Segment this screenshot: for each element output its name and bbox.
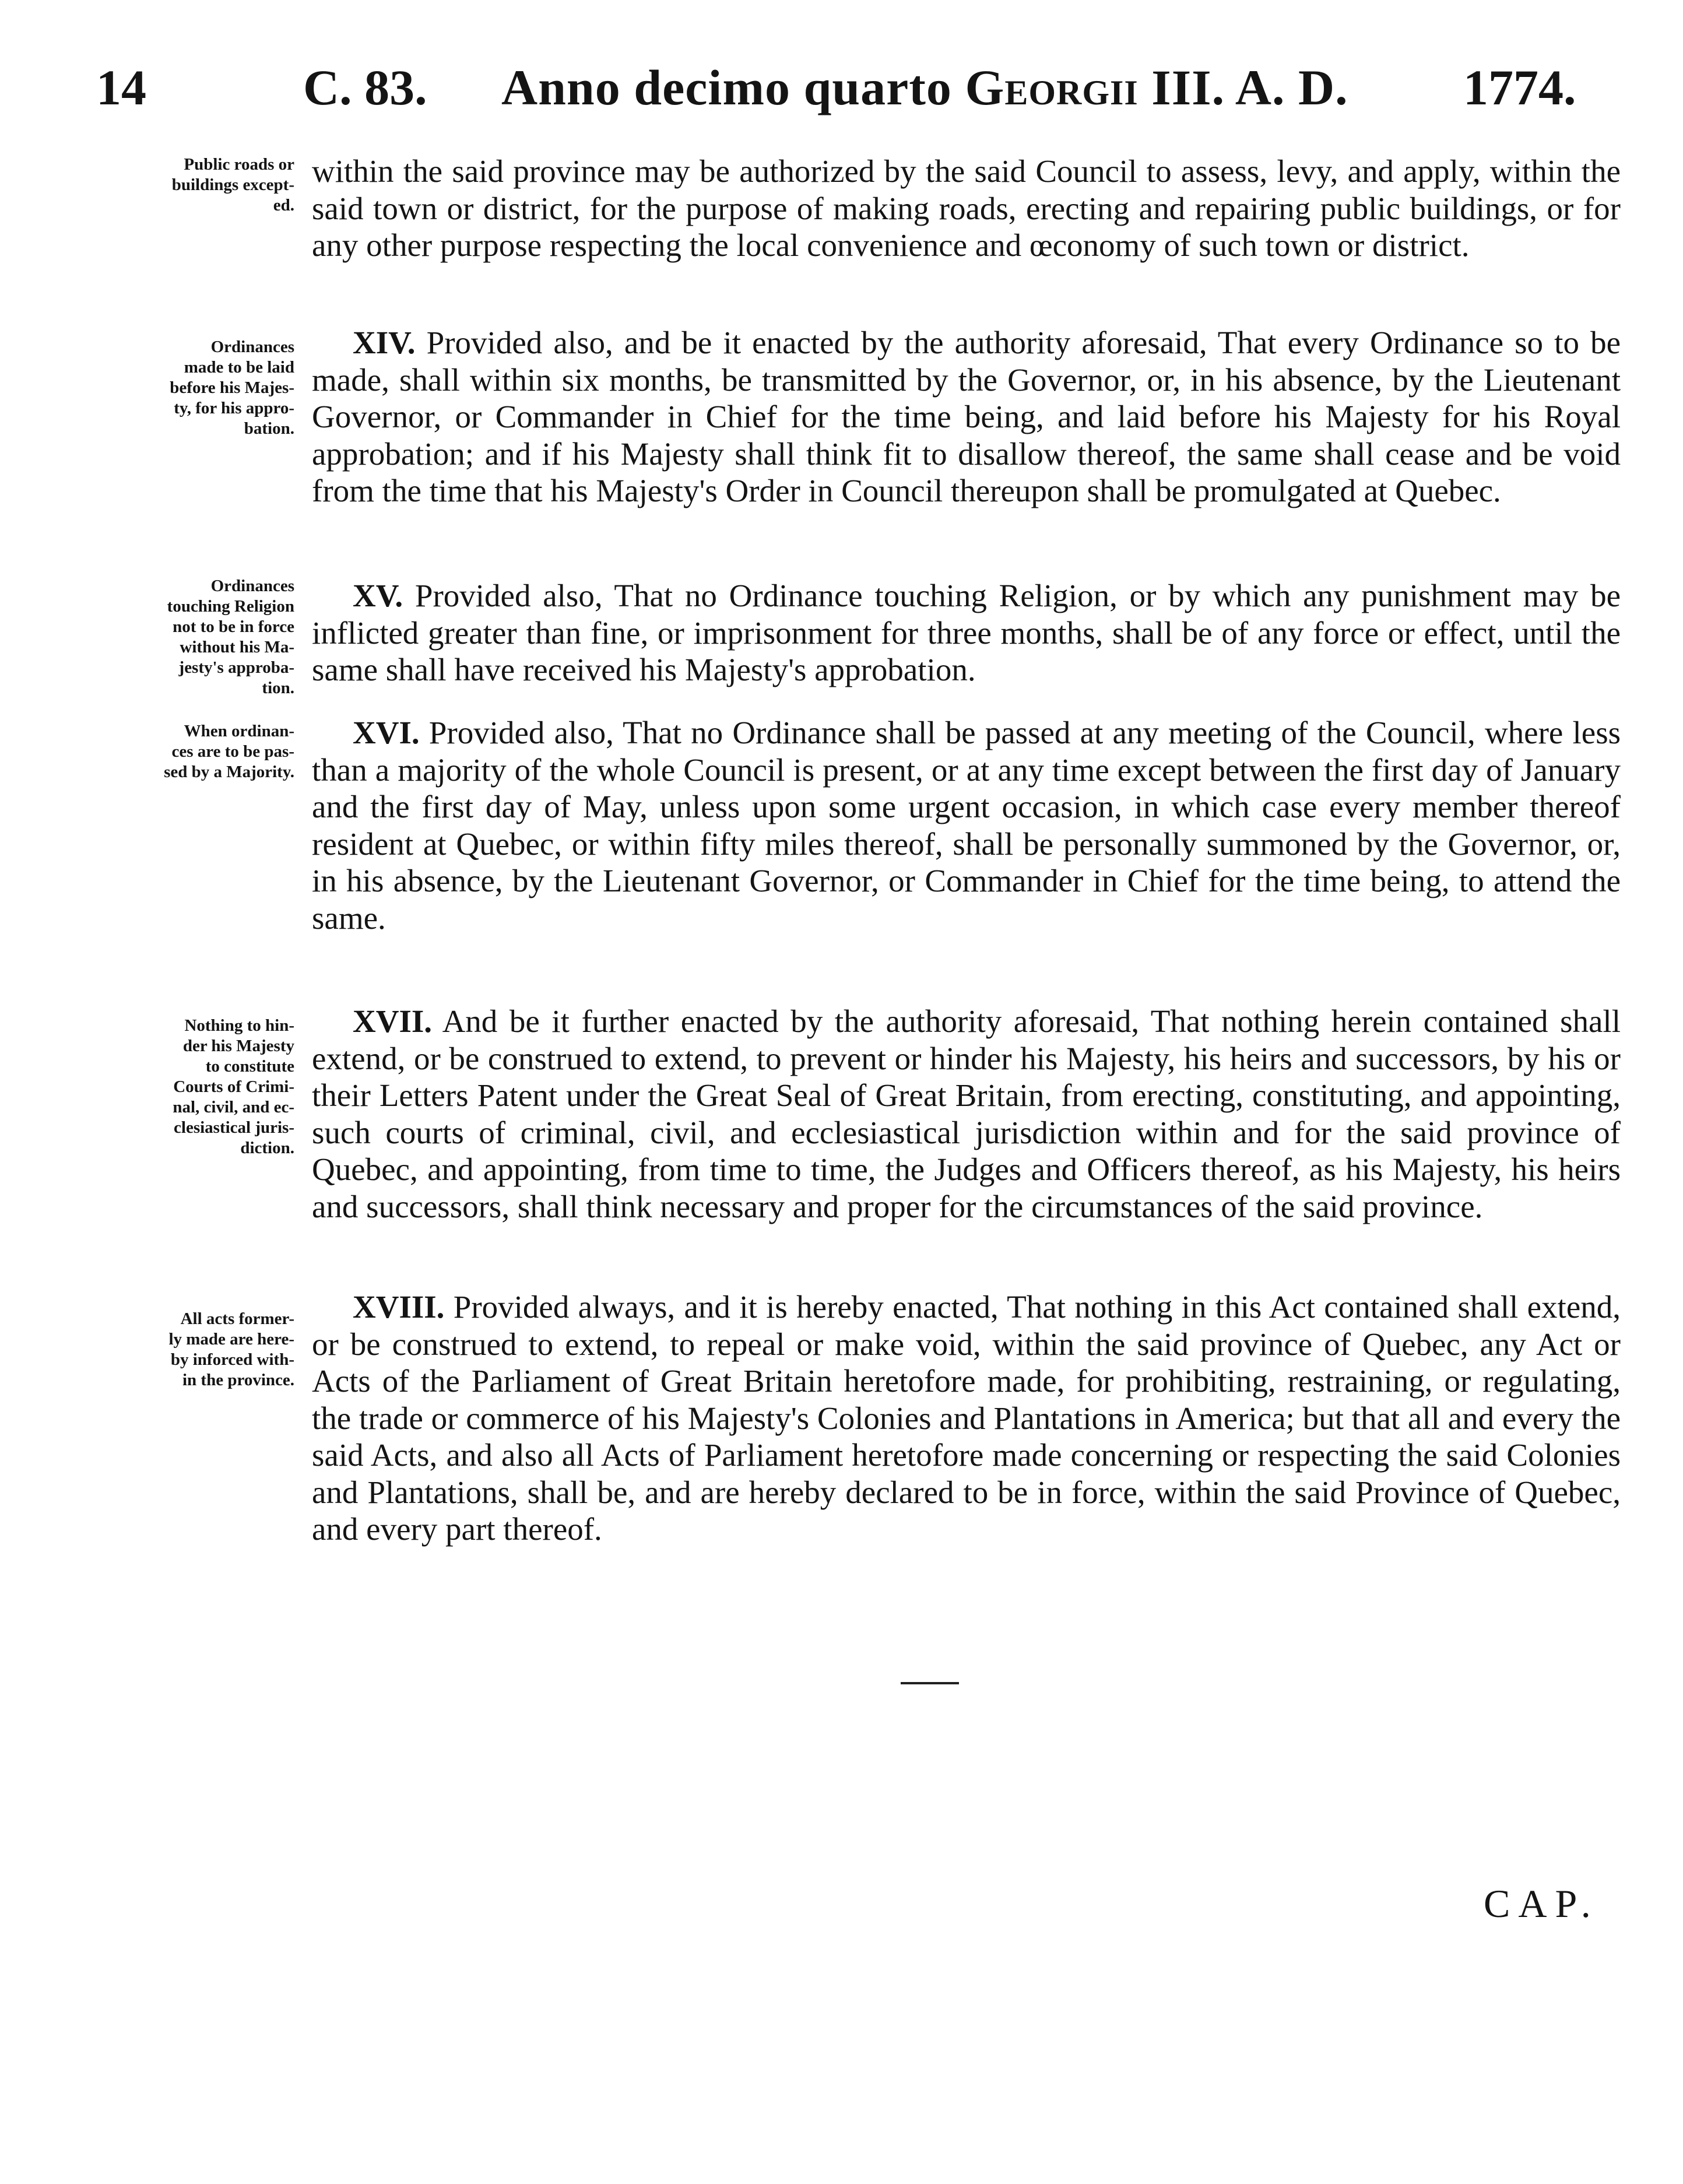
- running-header: [0, 55, 1683, 120]
- margin-note: Ordinances touching Religion not to be in force without his Ma- jesty's approba- tion.: [167, 577, 294, 697]
- year: 1774.: [1463, 59, 1576, 115]
- section-body: Provided also, and be it enacted by the authority aforesaid, That every Ordinance so to be made, shall within six months, be transmitted by the Governor, or, in his absence, by the Lieutenant Governor, or Commander in Chief for the time being, and laid before his Majesty for his Royal approbation; and if his Majesty shall think fit to disallow thereof, the same shall cease and be void from the time that his Majesty's Order in Council thereupon shall be promulgated at Quebec.: [312, 325, 1621, 508]
- title-king: Georgii: [965, 59, 1139, 115]
- section-text: [312, 714, 1621, 936]
- end-rule: [901, 1682, 959, 1684]
- section-number: XIV.: [353, 325, 416, 360]
- margin-note: Ordinances made to be laid before his Majes- ty, for his appro- bation.: [170, 338, 294, 438]
- section-body: Provided also, That no Ordinance touching Religion, or by which any punishment may be inflicted greater than fine, or imprisonment for three months, shall be of any force or effect, until the same shall have received his Majesty's approbation.: [312, 578, 1621, 687]
- section-number: XVI.: [353, 715, 420, 750]
- section-text: [312, 577, 1621, 689]
- margin-note: Public roads or buildings except- ed.: [171, 155, 294, 215]
- chapter-number: C. 83.: [303, 59, 427, 115]
- section-text: [312, 1288, 1621, 1548]
- page-number: 14: [96, 59, 146, 115]
- margin-note: Nothing to hin- der his Majesty to constitute Courts of Crimi- nal, civil, and ec- clesiastical juris- diction.: [173, 1016, 294, 1157]
- section-body: Provided also, That no Ordinance shall be passed at any meeting of the Council, where less than a majority of the whole Council is present, or at any time except between the first day of January and the first day of May, unless upon some urgent occasion, in which case every member thereof resident at Quebec, or within fifty miles thereof, shall be personally summoned by the Governor, or, in his absence, by the Lieutenant Governor, or Commander in Chief for the time being, to attend the same.: [312, 715, 1621, 936]
- section-text: [312, 1003, 1621, 1225]
- title-reign: III.: [1151, 59, 1225, 115]
- section-body: And be it further enacted by the authority aforesaid, That nothing herein contained shall extend, or be construed to extend, to prevent or hinder his Majesty, his heirs and successors, by his or their Letters Patent under the Great Seal of Great Britain, from erecting, constituting, and appointing, such courts of criminal, civil, and ecclesiastical jurisdiction within and for the said province of Quebec, and appointing, from time to time, the Judges and Officers thereof, as his Majesty, his heirs and successors, shall think necessary and proper for the circumstances of the said province.: [312, 1003, 1621, 1224]
- title-ad: A. D.: [1235, 59, 1348, 115]
- section-number: XV.: [353, 578, 403, 613]
- title-lead: Anno decimo quarto: [501, 59, 952, 115]
- section-number: XVIII.: [353, 1289, 445, 1325]
- section-body: Provided always, and it is hereby enacted, That nothing in this Act contained shall extend, or be construed to extend, to repeal or make void, within the said province of Quebec, any Act or Acts of the Parliament of Great Britain heretofore made, for prohibiting, restraining, or regulating, the trade or commerce of his Majesty's Colonies and Plantations in America; but that all and every the said Acts, and also all Acts of Parliament heretofore made concerning or respecting the said Colonies and Plantations, shall be, and are hereby declared to be in force, within the said Province of Quebec, and every part thereof.: [312, 1289, 1621, 1547]
- catchword: CAP.: [1484, 1881, 1599, 1926]
- section-text: [312, 324, 1621, 510]
- section-number: XVII.: [353, 1003, 432, 1039]
- running-title: [501, 55, 1348, 120]
- section-text: [312, 153, 1621, 264]
- margin-note: When ordinan- ces are to be pas- sed by a Majority.: [164, 722, 294, 781]
- margin-note: All acts former- ly made are here- by inforced with- in the province.: [168, 1309, 294, 1389]
- section-body: within the said province may be authorized by the said Council to assess, levy, and apply, within the said town or district, for the purpose of making roads, erecting and repairing public buildings, or for any other purpose respecting the local convenience and œconomy of such town or district.: [312, 153, 1621, 263]
